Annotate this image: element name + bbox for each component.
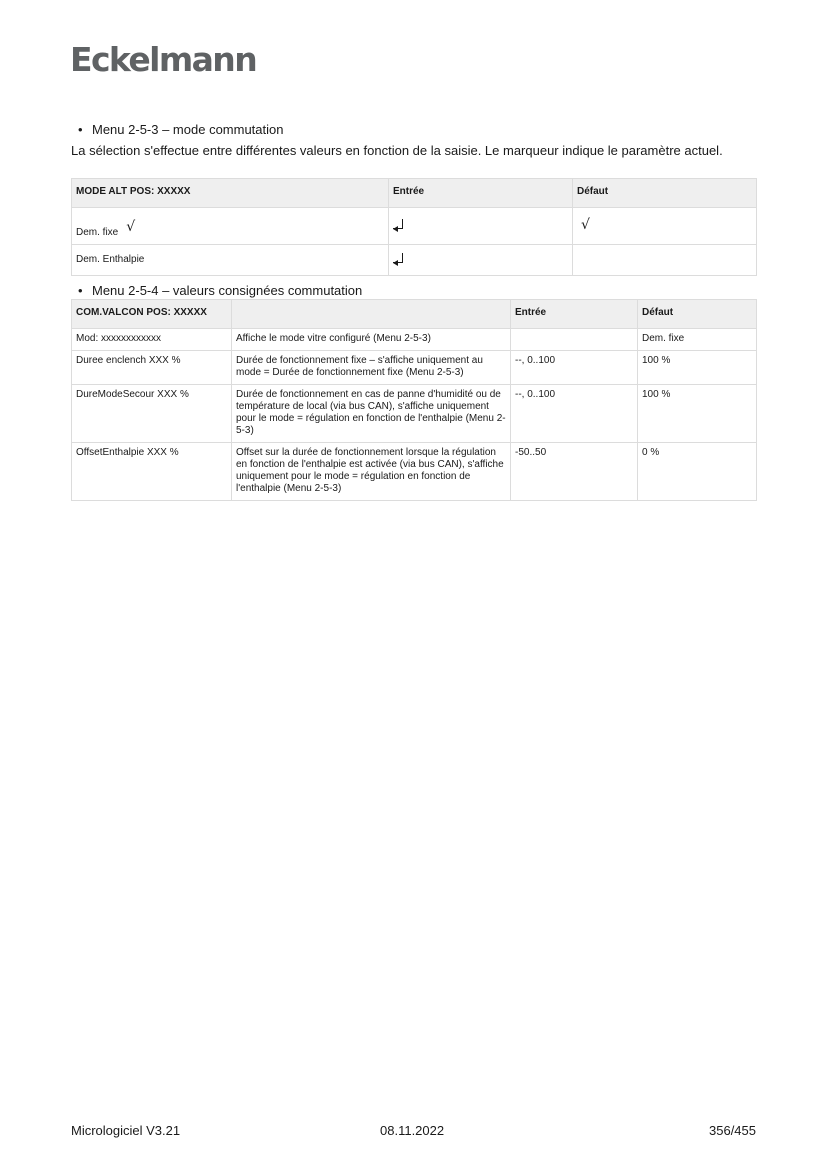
defaut-cell <box>573 245 757 276</box>
description-cell: Affiche le mode vitre configuré (Menu 2-5-3) <box>232 329 511 351</box>
footer-firmware-version: Micrologiciel V3.21 <box>71 1123 181 1138</box>
table-row <box>72 443 757 501</box>
valeurs-consignees-table <box>71 299 757 501</box>
defaut-cell: 100 % <box>638 351 757 385</box>
param-cell: Mod: xxxxxxxxxxxx <box>72 329 232 351</box>
param-cell: OffsetEnthalpie XXX % <box>72 443 232 501</box>
description-cell: Durée de fonctionnement fixe – s'affiche uniquement au mode = Durée de fonctionnement fixe (Menu 2-5-3) <box>232 351 511 385</box>
param-cell: Duree enclench XXX % <box>72 351 232 385</box>
entree-cell <box>389 208 573 245</box>
table-row <box>72 351 757 385</box>
defaut-cell <box>573 208 757 245</box>
param-cell: DureModeSecour XXX % <box>72 385 232 443</box>
entree-cell <box>389 245 573 276</box>
section-heading: Menu 2-5-4 – valeurs consignées commutation <box>92 283 363 298</box>
entree-cell: --, 0..100 <box>511 351 638 385</box>
mode-commutation-table <box>71 178 757 276</box>
option-label: Dem. fixe <box>76 227 119 238</box>
intro-paragraph: La sélection s'effectue entre différentes valeurs en fonction de la saisie. Le marqueur indique le paramètre actuel. <box>71 143 723 158</box>
entree-cell: --, 0..100 <box>511 385 638 443</box>
section-bullet-menu-2-5-4 <box>78 283 362 298</box>
current-marker-icon: √ <box>126 219 136 235</box>
option-cell: Dem. Enthalpie <box>72 245 389 276</box>
column-header: MODE ALT POS: XXXXX <box>72 179 389 208</box>
bullet-dot: • <box>78 283 83 298</box>
description-cell: Offset sur la durée de fonctionnement lorsque la régulation en fonction de l'enthalpie est activée (via bus CAN), s'affiche uniquement pour le mode = régulation en fonction de l'enthalpie (Menu 2-5-3) <box>232 443 511 501</box>
section-bullet-menu-2-5-3 <box>78 122 283 137</box>
footer-page-number: 356/455 <box>709 1123 756 1138</box>
column-header: Défaut <box>638 300 757 329</box>
enter-icon <box>393 219 404 229</box>
entree-cell: -50..50 <box>511 443 638 501</box>
table-header-row <box>72 179 757 208</box>
table-row <box>72 245 757 276</box>
bullet-dot: • <box>78 122 83 137</box>
default-check-icon: √ <box>581 216 590 233</box>
column-header: Entrée <box>389 179 573 208</box>
entree-cell <box>511 329 638 351</box>
column-header: Entrée <box>511 300 638 329</box>
description-cell: Durée de fonctionnement en cas de panne d'humidité ou de température de local (via bus CAN), s'affiche uniquement pour le mode = régulation en fonction de l'enthalpie (Menu 2-5-3) <box>232 385 511 443</box>
section-heading: Menu 2-5-3 – mode commutation <box>92 122 284 137</box>
defaut-cell: Dem. fixe <box>638 329 757 351</box>
table-row <box>72 385 757 443</box>
defaut-cell: 100 % <box>638 385 757 443</box>
footer-date: 08.11.2022 <box>380 1123 445 1138</box>
column-header <box>232 300 511 329</box>
table-row <box>72 208 757 245</box>
enter-icon <box>393 253 404 263</box>
column-header: COM.VALCON POS: XXXXX <box>72 300 232 329</box>
table-row <box>72 329 757 351</box>
company-logo: Eckelmann <box>70 40 257 79</box>
defaut-cell: 0 % <box>638 443 757 501</box>
table-header-row <box>72 300 757 329</box>
option-cell <box>72 208 389 245</box>
column-header: Défaut <box>573 179 757 208</box>
